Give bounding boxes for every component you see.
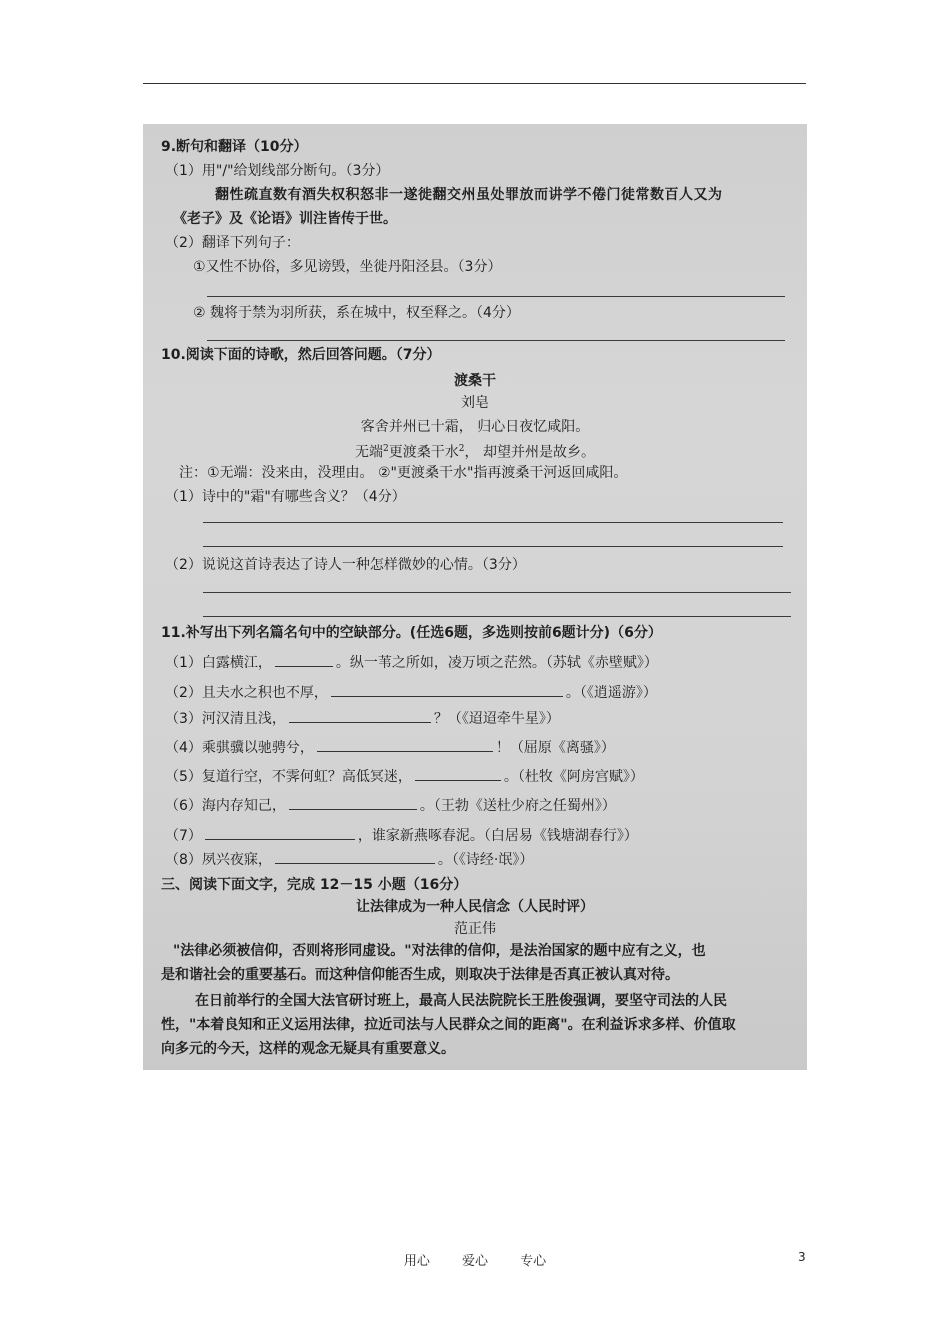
footnote-mark-2: 2 [458, 444, 465, 454]
q9-title: 9.断句和翻译（10分） [161, 139, 308, 155]
q11-item3-blank[interactable] [289, 708, 431, 723]
q11-item2-prompt: （2）且夫水之积也不厚， [165, 685, 328, 701]
q11-item3-source: ？（《迢迢牵牛星》） [433, 711, 560, 727]
q11-title: 11.补写出下列名篇名句中的空缺部分。(任选6题，多选则按前6题计分)（6分） [161, 625, 662, 641]
q11-item8-source: 。（《诗经·氓》） [437, 852, 534, 868]
q10-answer-line3[interactable] [203, 592, 791, 593]
article-author: 范正伟 [454, 921, 496, 937]
q11-item2-blank[interactable] [331, 682, 563, 697]
q11-item6-prompt: （6）海内存知己， [165, 798, 286, 814]
q11-item3 [165, 708, 560, 728]
q11-item2 [165, 682, 657, 702]
q10-answer-line2[interactable] [203, 546, 783, 547]
page-footer [0, 1250, 950, 1269]
q11-item1-prompt: （1）白露横江， [165, 655, 272, 671]
q11-item5 [165, 766, 644, 786]
footnote-mark-1: 2 [383, 444, 389, 454]
q11-item8-prompt: （8）夙兴夜寐， [165, 852, 272, 868]
q11-item2-source: 。（《逍遥游》） [565, 685, 657, 701]
q11-item7-blank[interactable] [205, 825, 355, 840]
q11-item1 [165, 652, 658, 672]
article-p2-line2: 性，"本着良知和正义运用法律，拉近司法与人民群众之间的距离"。在利益诉求多样、价值取 [161, 1017, 736, 1033]
header-rule [143, 83, 806, 84]
poem-line2-part1: 无端 [355, 444, 384, 461]
q11-item5-blank[interactable] [415, 766, 501, 781]
q9-answer-line2[interactable] [207, 340, 785, 341]
q11-item1-blank[interactable] [275, 652, 333, 667]
q9-sentence1: ①又性不协俗，多见谤毁，坐徙丹阳泾县。（3分） [193, 259, 502, 275]
q9-passage-line2: 《老子》及《论语》训注皆传于世。 [173, 211, 397, 227]
poem-author: 刘皂 [461, 395, 489, 411]
q11-item6 [165, 795, 616, 815]
q11-item3-prompt: （3）河汉清且浅， [165, 711, 286, 727]
q9-part2: （2）翻译下列句子： [165, 235, 300, 251]
article-p2-line3: 向多元的今天，这样的观念无疑具有重要意义。 [161, 1041, 455, 1057]
q10-answer-line1[interactable] [203, 522, 783, 523]
q10-title: 10.阅读下面的诗歌，然后回答问题。（7分） [161, 347, 441, 363]
q10-answer-line4[interactable] [203, 616, 791, 617]
q11-item5-source: 。（杜牧《阿房宫赋》） [503, 769, 644, 785]
q11-item8-blank[interactable] [275, 849, 435, 864]
poem-line1: 客舍并州已十霜， 归心日夜忆咸阳。 [360, 419, 590, 435]
scanned-exam-page [143, 124, 807, 1070]
q11-item1-source: 。纵一苇之所如，凌万顷之茫然。（苏轼《赤壁赋》） [335, 655, 658, 671]
q11-item6-blank[interactable] [289, 795, 417, 810]
q11-item4-source: ！（屈原《离骚》） [495, 740, 615, 756]
q11-item6-source: 。（王勃《送杜少府之任蜀州》） [419, 798, 616, 814]
poem-notes: 注：①无端：没来由，没理由。 ②"更渡桑干水"指再渡桑干河返回咸阳。 [179, 465, 628, 481]
q11-item7-source: ，谁家新燕啄春泥。（白居易《钱塘湖春行》） [357, 828, 638, 844]
q10-part1: （1）诗中的"霜"有哪些含义？（4分） [165, 489, 406, 505]
footer-word-3: 专心 [520, 1254, 547, 1269]
q10-part2: （2）说说这首诗表达了诗人一种怎样微妙的心情。（3分） [165, 557, 526, 573]
footer-word-2: 爱心 [461, 1254, 488, 1269]
q11-item8 [165, 849, 533, 869]
q9-part1: （1）用"/"给划线部分断句。（3分） [165, 163, 390, 179]
poem-title: 渡桑干 [454, 373, 496, 389]
poem-line2-part3: ， 却望并州是故乡。 [464, 444, 595, 461]
q11-item4-prompt: （4）乘骐骥以驰骋兮， [165, 740, 314, 756]
article-title: 让法律成为一种人民信念（人民时评） [356, 899, 594, 915]
section3-title: 三、阅读下面文字，完成 12－15 小题（16分） [161, 877, 468, 893]
poem-line2-part2: 更渡桑干水 [388, 444, 459, 461]
page-number: 3 [798, 1250, 806, 1264]
article-p1-line1: "法律必须被信仰，否则将形同虚设。"对法律的信仰，是法治国家的题中应有之义，也 [173, 943, 706, 959]
poem-line2 [143, 440, 807, 462]
article-p2-line1: 在日前举行的全国大法官研讨班上，最高人民法院院长王胜俊强调，要坚守司法的人民 [195, 993, 727, 1009]
q11-item7-prompt: （7） [165, 828, 202, 844]
q11-item7 [165, 825, 638, 845]
footer-word-1: 用心 [403, 1254, 430, 1269]
q9-sentence2: ② 魏将于禁为羽所获，系在城中，权至释之。（4分） [193, 305, 520, 321]
q11-item4-blank[interactable] [317, 737, 493, 752]
q11-item4 [165, 737, 615, 757]
article-p1-line2: 是和谐社会的重要基石。而这种信仰能否生成，则取决于法律是否真正被认真对待。 [161, 967, 679, 983]
q11-item5-prompt: （5）复道行空，不霁何虹？高低冥迷， [165, 769, 412, 785]
q9-passage-line1: 翻性疏直数有酒失权积怒非一遂徙翻交州虽处罪放而讲学不倦门徒常数百人又为 [215, 187, 723, 203]
q9-answer-line1[interactable] [207, 296, 785, 297]
